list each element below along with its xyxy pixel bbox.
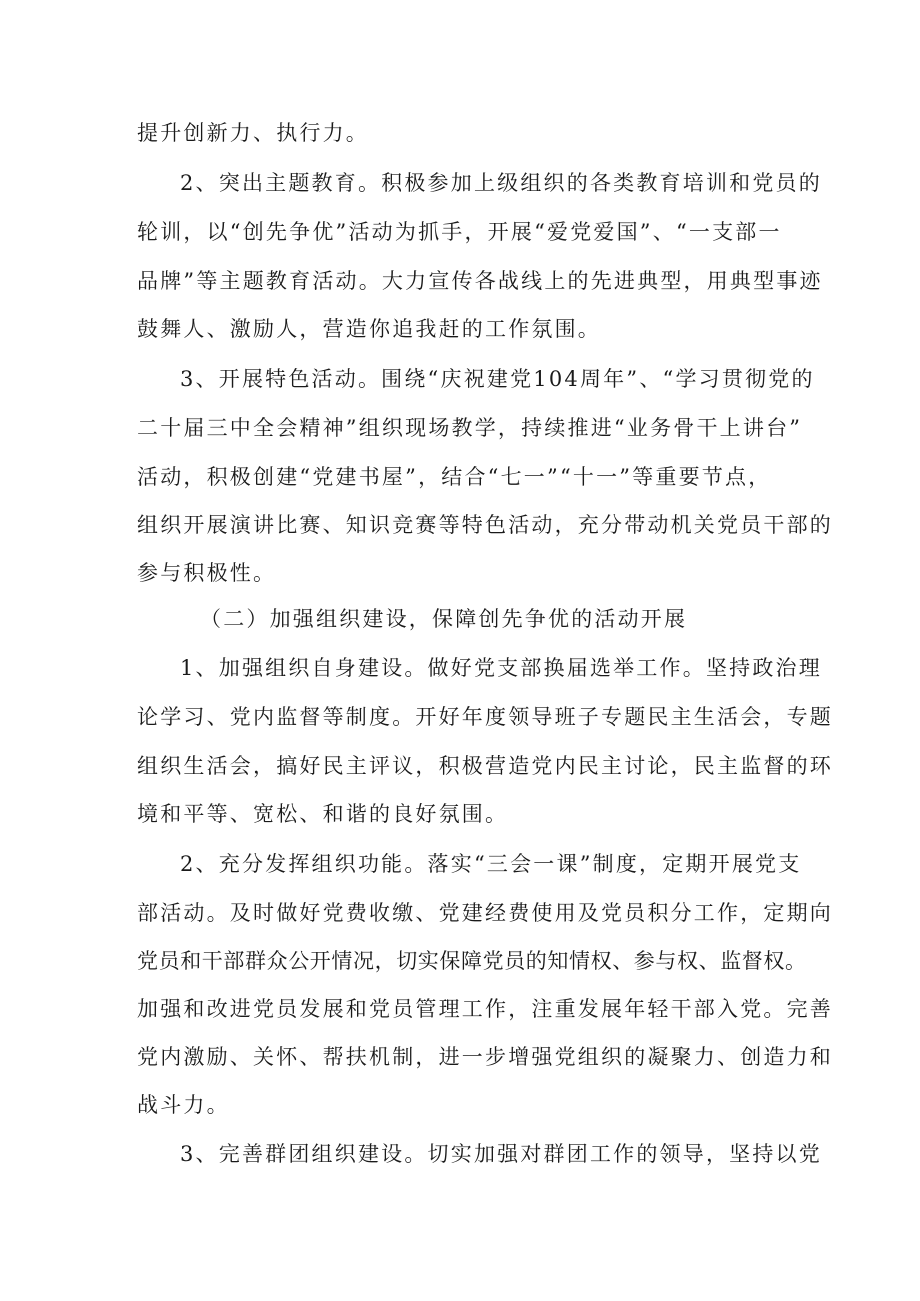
text-line: 战斗力。 bbox=[137, 1093, 230, 1117]
text-line: 鼓舞人、激励人，营造你追我赶的工作氛围。 bbox=[137, 317, 601, 341]
text-line: 参与积极性。 bbox=[137, 561, 277, 585]
paragraph-start-line: 2、充分发挥组织功能。落实“三会一课”制度，定期开展党支 bbox=[180, 852, 802, 876]
section-heading: （二）加强组织建设，保障创先争优的活动开展 bbox=[200, 607, 688, 631]
text-line: 活动，积极创建“党建书屋”，结合“七一”“十一”等重要节点， bbox=[137, 465, 772, 489]
text-line: 组织开展演讲比赛、知识竞赛等特色活动，充分带动机关党员干部的 bbox=[137, 513, 833, 537]
text-line: 论学习、党内监督等制度。开好年度领导班子专题民主生活会，专题 bbox=[137, 705, 833, 729]
text-line: 党员和干部群众公开情况，切实保障党员的知情权、参与权、监督权。 bbox=[137, 949, 807, 973]
text-line: 部活动。及时做好党费收缴、党建经费使用及党员积分工作，定期向 bbox=[137, 901, 833, 925]
paragraph-start-line: 3、完善群团组织建设。切实加强对群团工作的领导，坚持以党 bbox=[180, 1142, 822, 1166]
paragraph-start-line: 3、开展特色活动。围绕“庆祝建党104周年”、“学习贯彻党的 bbox=[180, 367, 815, 391]
text-line: 二十届三中全会精神”组织现场教学，持续推进“业务骨干上讲台” bbox=[137, 416, 803, 440]
text-line: 加强和改进党员发展和党员管理工作，注重发展年轻干部入党。完善 bbox=[137, 997, 833, 1021]
text-line: 党内激励、关怀、帮扶机制，进一步增强党组织的凝聚力、创造力和 bbox=[137, 1045, 833, 1069]
paragraph-start-line: 1、加强组织自身建设。做好党支部换届选举工作。坚持政治理 bbox=[180, 656, 822, 680]
text-line: 组织生活会，搞好民主评议，积极营造党内民主讨论，民主监督的环 bbox=[137, 754, 833, 778]
text-line: 轮训，以“创先争优”活动为抓手，开展“爱党爱国”、“一支部一 bbox=[137, 220, 782, 244]
text-line: 境和平等、宽松、和谐的良好氛围。 bbox=[137, 802, 509, 826]
text-line: 品牌”等主题教育活动。大力宣传各战线上的先进典型，用典型事迹 bbox=[137, 269, 823, 293]
paragraph-start-line: 2、突出主题教育。积极参加上级组织的各类教育培训和党员的 bbox=[180, 171, 822, 195]
text-line: 提升创新力、执行力。 bbox=[137, 121, 369, 145]
